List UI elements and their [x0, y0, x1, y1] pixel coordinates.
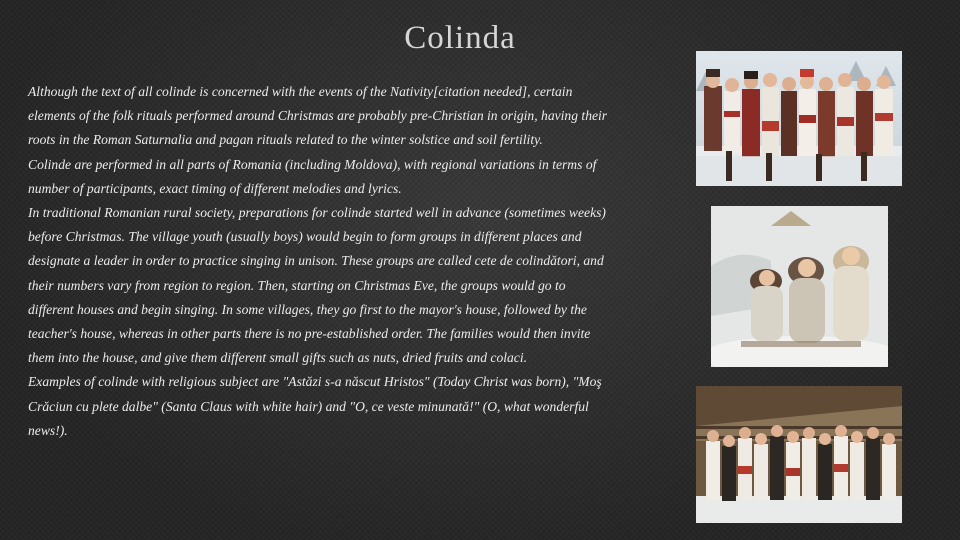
- body-text: [28, 80, 610, 443]
- paragraph-regions: Colinde are performed in all parts of Romania (including Moldova), with regional variations in terms of number of participants, exact timing of different melodies and lyrics.: [28, 156, 597, 196]
- caroling-children-painting: [711, 206, 888, 367]
- paragraph-origins: Although the text of all colinde is concerned with the events of the Nativity[citation needed], certain elements of the folk rituals performed around Christmas are probably pre-Christian in origin, having their roots in the Roman Saturnalia and pagan rituals related to the winter solstice and soil fertility.: [28, 84, 608, 148]
- carolers-group-photo: [696, 51, 902, 186]
- paragraph-examples: Examples of colinde with religious subject are "Astăzi s-a născut Hristos" (Today Christ was born), "Moş Crăciun cu plete dalbe" (Santa Claus with white hair) and "O, ce veste minunată!" (O, what wonderful news!).: [28, 374, 602, 438]
- paragraph-traditions: In traditional Romanian rural society, preparations for colinde started well in advance (sometimes weeks) before Christmas. The village youth (usually boys) would begin to form groups in different places and designate a leader in order to practice singing in unison. These groups are called cete de colindători, and their numbers vary from region to region. Then, starting on Christmas Eve, the groups would go to different houses and begin singing. In some villages, they go first to the mayor's house, followed by the teacher's house, whereas in other parts there is no pre-established order. The families would then invite them into the house, and give them different small gifts such as nuts, dried fruits and colaci.: [28, 205, 606, 366]
- traditional-choir-photo: [696, 386, 902, 523]
- slide-title: Colinda: [404, 20, 516, 56]
